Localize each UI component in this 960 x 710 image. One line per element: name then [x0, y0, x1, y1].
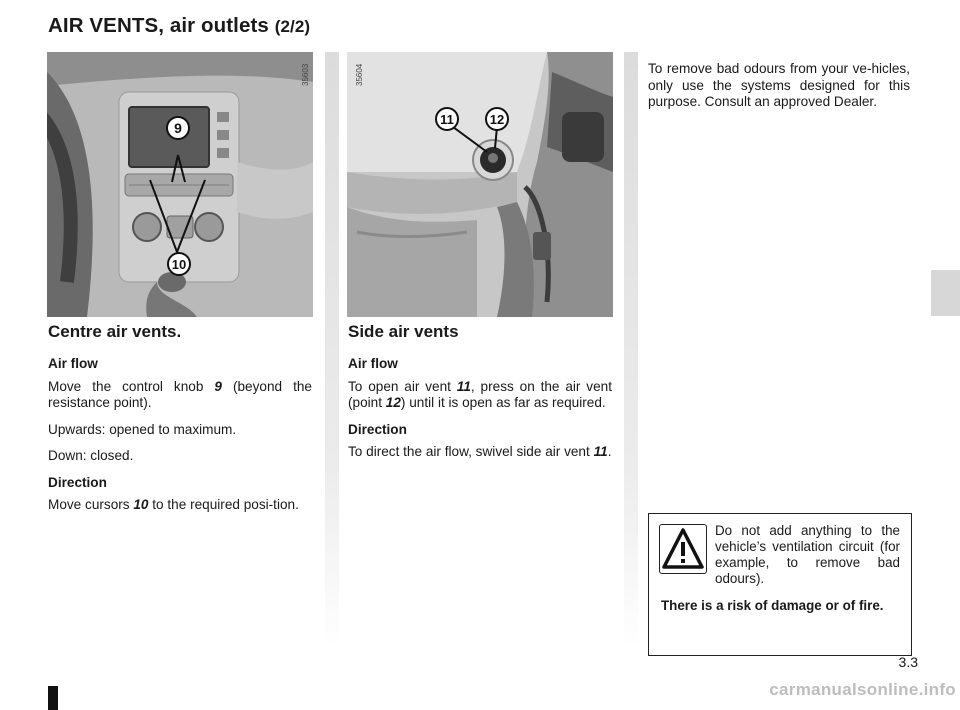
- photo-ref-number: 35604: [355, 63, 364, 86]
- ref-number: 9: [214, 378, 222, 394]
- callout-11: 11: [440, 112, 454, 127]
- odour-note: To remove bad odours from your ve-hicles, only use the systems designed for this purpose. Consult an approved Dealer.: [648, 61, 910, 109]
- watermark: carmanualsonline.info: [769, 680, 956, 699]
- direction-heading: Direction: [48, 474, 107, 490]
- column-divider-left: [325, 52, 339, 647]
- text: ) until it is open as far as required.: [400, 395, 606, 410]
- warning-bold-text: There is a risk of damage or of fire.: [661, 598, 884, 613]
- page-number: 3.3: [898, 654, 918, 670]
- direction-paragraph: [48, 497, 312, 514]
- airflow-heading: Air flow: [48, 356, 98, 371]
- ref-number: 11: [456, 378, 471, 394]
- upwards-paragraph: Upwards: opened to maximum.: [48, 421, 237, 437]
- side-vents-illustration: [347, 52, 613, 317]
- callout-9: 9: [174, 120, 182, 136]
- warning-triangle-icon: [659, 524, 707, 574]
- page-marker-bar: [48, 686, 58, 710]
- centre-vents-illustration: [47, 52, 313, 317]
- centre-vents-heading: Centre air vents.: [48, 322, 182, 341]
- page-title: [48, 14, 310, 38]
- airflow-heading: Air flow: [348, 356, 398, 371]
- warning-box: [648, 513, 912, 656]
- warning-text: Do not add anything to the vehicle’s ventilation circuit (for example, to remove bad odours).: [715, 523, 900, 586]
- centre-vents-text: [48, 356, 312, 524]
- direction-paragraph: [348, 444, 612, 461]
- side-vents-photo: [347, 52, 613, 317]
- ref-number: 11: [593, 444, 608, 459]
- side-vents-text: [348, 356, 612, 471]
- ref-number: 10: [133, 497, 149, 512]
- ref-number: 12: [385, 395, 401, 410]
- text: To direct the air flow, swivel side air vent: [348, 444, 590, 459]
- photo-ref-number: 35603: [301, 63, 310, 86]
- text: , press on the air vent (point: [348, 378, 612, 410]
- column-divider-right: [624, 52, 638, 647]
- text: (beyond the resistance point).: [48, 378, 312, 410]
- direction-heading: Direction: [348, 421, 407, 437]
- page-title-text: AIR VENTS, air outlets: [48, 14, 269, 37]
- side-vents-heading: Side air vents: [348, 322, 459, 341]
- page-title-suffix: (2/2): [274, 17, 311, 36]
- airflow-paragraph: [348, 379, 612, 412]
- text: Move cursors: [48, 497, 130, 512]
- text: To open air vent: [348, 378, 451, 394]
- text: to the required posi-tion.: [152, 497, 299, 512]
- callout-10: 10: [171, 257, 187, 272]
- text: Move the control knob: [48, 378, 204, 394]
- chapter-tab: [931, 270, 960, 316]
- centre-vents-photo: [47, 52, 313, 317]
- text: .: [607, 444, 612, 459]
- airflow-paragraph: [48, 379, 312, 412]
- warning-triangle-graphic: [660, 525, 706, 573]
- down-paragraph: Down: closed.: [48, 448, 134, 463]
- callout-12: 12: [489, 112, 505, 127]
